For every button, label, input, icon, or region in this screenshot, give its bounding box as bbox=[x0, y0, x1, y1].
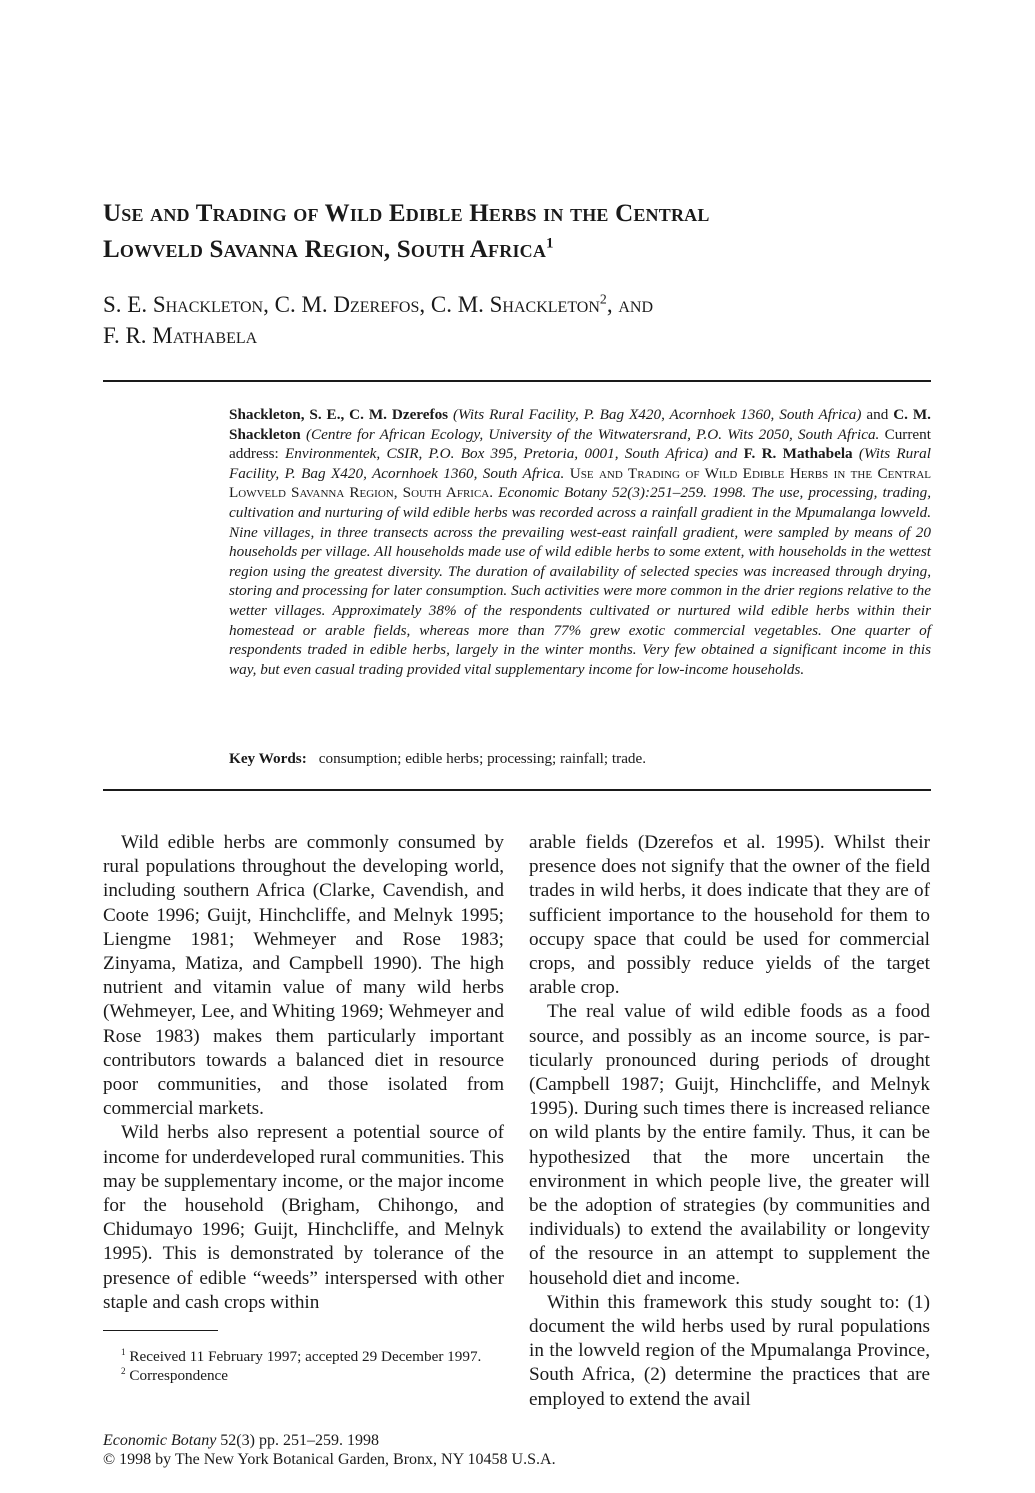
title-line-1: Use and Trading of Wild Edible Herbs in the Central bbox=[103, 200, 710, 227]
keywords-label: Key Words: bbox=[229, 750, 307, 767]
journal-name: Economic Botany bbox=[103, 1432, 217, 1449]
paragraph: The real value of wild edible foods as a food source, and possibly as an income source, is particularly pronounced during periods of drought (Campbell 1987; Guijt, Hinchcliffe, and Melnyk 1995). During such times there is increased reliance on wild plants by the entire family. Thus, it can be hypothesized that the more uncertain the environment in which people live, the greater will be the adoption of strategies (by communities and individuals) to extend the availability or longevity of the resource in an attempt to supplement the household diet and income. bbox=[529, 1001, 930, 1289]
author-1-name: Shackleton, S. E., C. M. Dzerefos bbox=[229, 406, 449, 423]
body-column-left bbox=[103, 831, 504, 1315]
keywords bbox=[229, 750, 931, 768]
abstract-and: and bbox=[861, 406, 894, 423]
journal-volume: 52(3) pp. 251–259. 1998 bbox=[216, 1432, 379, 1449]
footnote-2-mark: 2 bbox=[121, 1365, 126, 1376]
author-3-name: F. R. Mathabela bbox=[743, 445, 853, 463]
footnote-1-mark: 1 bbox=[121, 1346, 126, 1357]
author-1-affiliation: (Wits Rural Facility, P. Bag X420, Acornhoek 1360, South Africa) bbox=[448, 406, 862, 423]
author-2-name: C. M. Shackleton bbox=[229, 406, 931, 443]
authors-line-2: F. R. Mathabela bbox=[103, 323, 258, 348]
abstract-bottom-rule bbox=[103, 789, 931, 791]
abstract-title: Use and Trading of Wild Edible Herbs in the Central Lowveld Savanna Region, South Africa. bbox=[229, 464, 931, 502]
paragraph: Within this framework this study sought to: (1) document the wild herbs used by rural populations in the lowveld region of the Mpumalanga Province, South Africa, (2) determine the practices that are employed to extend the avail bbox=[529, 1291, 930, 1410]
abstract-body: Economic Botany 52(3):251–259. 1998. The use, processing, trading, cultivation and nurturing of wild edible herbs was recorded across a rainfall gradient in the Mpumalanga lowveld. Nine villages, in three transects across the prevailing west-east rainfall gradient, were sampled by means of 20 households per village. All households made use of wild edible herbs to some extent, with households in the wettest region using the greatest diversity. The duration of availability of selected species was increased through drying, storing and processing for later consumption. Such activities were more common in the drier regions relative to the wetter villages. Approximately 38% of the respondents cultivated or nurtured wild edible herbs within their homestead or arable fields, whereas more than 77% grew exotic commercial vegetables. One quarter of respondents traded in edible herbs, largely in the winter months. Very few obtained a significant income in this way, but even casual trading provided vital supplementary income for low-income households. bbox=[229, 484, 931, 678]
footnote-1 bbox=[103, 1347, 504, 1366]
author-2-current-address: Environmentek, CSIR, P.O. Box 395, Pretoria, 0001, South Africa) and bbox=[285, 445, 744, 463]
footnotes bbox=[103, 1347, 504, 1385]
author-list bbox=[103, 289, 943, 351]
paragraph: Wild herbs also represent a potential source of income for underdeveloped rural communities. This may be supplementary income, or the major income for the household (Brigham, Chihongo, and Chidumayo 1996; Guijt, Hinchcliffe, and Melnyk 1995). This is demonstrated by tolerance of the presence of edible “weeds” interspersed with other staple and cash crops within bbox=[103, 1122, 504, 1313]
authors-line-1 bbox=[103, 289, 943, 320]
journal-citation bbox=[103, 1431, 803, 1450]
journal-info bbox=[103, 1431, 803, 1469]
paragraph: arable fields (Dzerefos et al. 1995). Whilst their presence does not signify that the owner of the field trades in wild herbs, it does indicate that they are of sufficient importance to the household for them to occupy space that could be used for commercial crops, and possibly reduce yields of the target arable crop. bbox=[529, 832, 930, 999]
copyright-notice: © 1998 by The New York Botanical Garden, Bronx, NY 10458 U.S.A. bbox=[103, 1451, 556, 1468]
keywords-list: consumption; edible herbs; processing; rainfall; trade. bbox=[318, 750, 647, 767]
authors-names-1: S. E. Shackleton, C. M. Dzerefos, C. M. Shackleton bbox=[103, 292, 600, 317]
footnote-2-text: Correspondence bbox=[125, 1367, 229, 1384]
paragraph: Wild edible herbs are commonly consumed by rural populations throughout the developing world, including southern Africa (Clarke, Cavendish, and Coote 1996; Guijt, Hinchcliffe, and Melnyk 1995; Liengme 1981; Wehmeyer and Rose 1983; Zinyama, Matiza, and Campbell 1990). The high nutrient and vitamin value of many wild herbs (Wehmeyer, Lee, and Whiting 1969; Wehmeyer and Rose 1983) makes them particularly important contributors towards a balanced diet in resource poor communities, and those isolated from commercial markets. bbox=[103, 832, 504, 1120]
author-3-affiliation: (Wits Rural Facility, P. Bag X420, Acornhoek 1360, South Africa. bbox=[229, 445, 931, 482]
article-title bbox=[103, 196, 943, 268]
authors-and: , and bbox=[606, 292, 653, 317]
title-footnote-mark: 1 bbox=[546, 235, 554, 252]
body-column-right bbox=[529, 831, 930, 1412]
footnote-1-text: Received 11 February 1997; accepted 29 December 1997. bbox=[125, 1348, 482, 1365]
abstract bbox=[229, 405, 931, 679]
footnote-rule bbox=[103, 1330, 218, 1331]
abstract-top-rule bbox=[103, 380, 931, 382]
correspondence-mark: 2 bbox=[599, 291, 607, 307]
title-line-2 bbox=[103, 232, 943, 268]
footnote-2 bbox=[103, 1366, 504, 1385]
title-line-2-text: Lowveld Savanna Region, South Africa bbox=[103, 236, 547, 263]
current-address-label: Current address: bbox=[229, 425, 931, 463]
author-2-affiliation: (Centre for African Ecology, University of the Witwatersrand, P.O. Wits 2050, South Africa. bbox=[300, 425, 880, 443]
